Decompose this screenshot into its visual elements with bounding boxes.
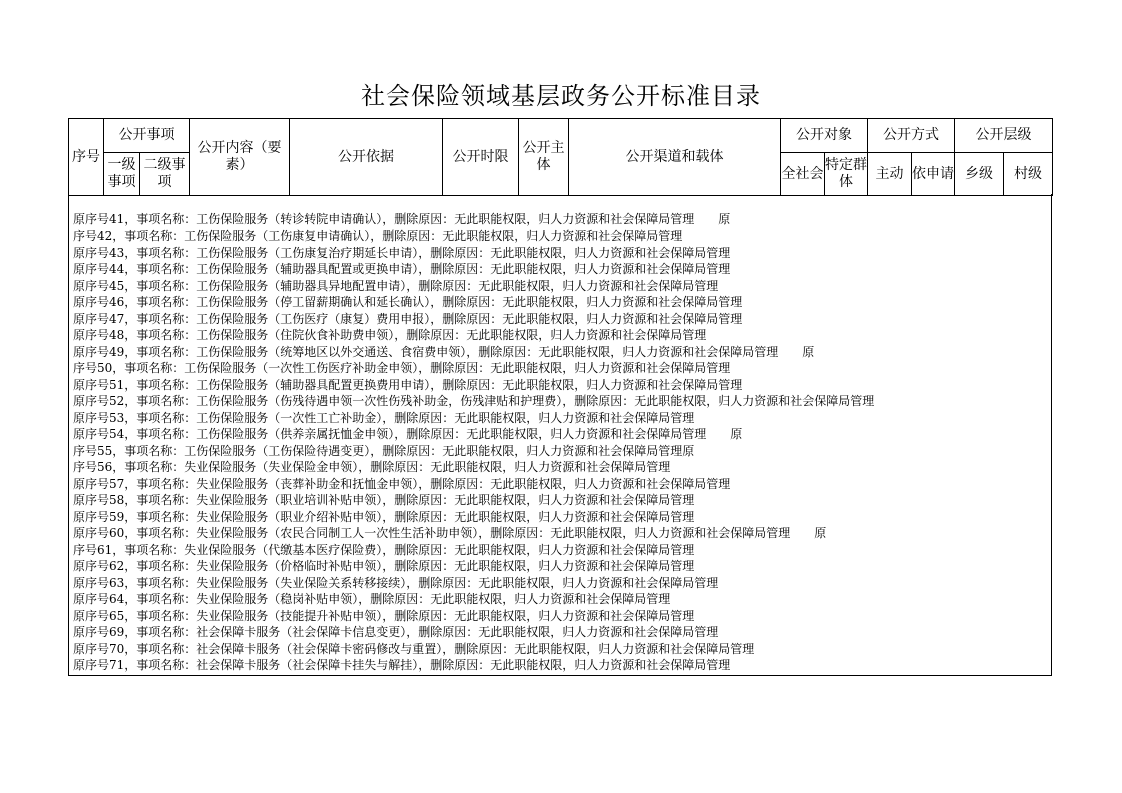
- header-content: 公开内容（要素）: [190, 119, 290, 196]
- note-line: 原序号59，事项名称：失业保险服务（职业介绍补贴申领），删除原因：无此职能权限，归人力资源和社会保障局管理: [73, 510, 695, 524]
- header-target-all: 全社会: [781, 153, 825, 196]
- note-line: 序号42，事项名称：工伤保险服务（工伤康复申请确认），删除原因：无此职能权限，归人力资源和社会保障局管理: [73, 229, 683, 243]
- note-line: 原序号48，事项名称：工伤保险服务（住院伙食补助费申领），删除原因：无此职能权限，归人力资源和社会保障局管理: [73, 328, 707, 342]
- note-line: 原序号53，事项名称：工伤保险服务（一次性工亡补助金），删除原因：无此职能权限，归人力资源和社会保障局管理: [73, 411, 695, 425]
- header-item: 公开事项: [104, 119, 190, 153]
- note-line: 原序号70，事项名称：社会保障卡服务（社会保障卡密码修改与重置），删除原因：无此职能权限，归人力资源和社会保障局管理: [73, 642, 755, 656]
- note-line: 序号61，事项名称：失业保险服务（代缴基本医疗保险费），删除原因：无此职能权限，归人力资源和社会保障局管理: [73, 543, 695, 557]
- header-basis: 公开依据: [290, 119, 443, 196]
- header-level-town: 乡级: [955, 153, 1004, 196]
- page-title: 社会保险领域基层政务公开标准目录: [361, 82, 761, 110]
- header-item-l2: 二级事项: [140, 153, 190, 196]
- note-line: 原序号57，事项名称：失业保险服务（丧葬补助金和抚恤金申领），删除原因：无此职能权限，归人力资源和社会保障局管理: [73, 477, 731, 491]
- note-line: 原序号62，事项名称：失业保险服务（价格临时补贴申领），删除原因：无此职能权限，归人力资源和社会保障局管理: [73, 559, 695, 573]
- note-line: 原序号52，事项名称：工伤保险服务（伤残待遇申领一次性伤残补助金，伤残津贴和护理费），删除原因：无此职能权限，归人力资源和社会保障局管理: [73, 394, 875, 408]
- note-line: 原序号60，事项名称：失业保险服务（农民合同制工人一次性生活补助申领），删除原因：无此职能权限，归人力资源和社会保障局管理 原: [73, 526, 827, 540]
- header-seq: 序号: [69, 119, 104, 196]
- note-line: 原序号44，事项名称：工伤保险服务（辅助器具配置或更换申请），删除原因：无此职能权限，归人力资源和社会保障局管理: [73, 262, 731, 276]
- header-subject: 公开主体: [519, 119, 569, 196]
- note-line: 原序号41，事项名称：工伤保险服务（转诊转院申请确认），删除原因：无此职能权限，归人力资源和社会保障局管理 原: [73, 212, 731, 226]
- header-level-village: 村级: [1004, 153, 1053, 196]
- note-line: 原序号63，事项名称：失业保险服务（失业保险关系转移接续），删除原因：无此职能权限，归人力资源和社会保障局管理: [73, 576, 719, 590]
- note-line: 原序号65，事项名称：失业保险服务（技能提升补贴申领），删除原因：无此职能权限，归人力资源和社会保障局管理: [73, 609, 695, 623]
- note-line: 序号55，事项名称：工伤保险服务（工伤保险待遇变更），删除原因：无此职能权限，归人力资源和社会保障局管理原: [73, 444, 695, 458]
- note-line: 序号50，事项名称：工伤保险服务（一次性工伤医疗补助金申领），删除原因：无此职能权限，归人力资源和社会保障局管理: [73, 361, 731, 375]
- note-line: 原序号64，事项名称：失业保险服务（稳岗补贴申领），删除原因：无此职能权限，归人力资源和社会保障局管理: [73, 592, 671, 606]
- header-method-request: 依申请: [912, 153, 955, 196]
- note-line: 原序号69，事项名称：社会保障卡服务（社会保障卡信息变更），删除原因：无此职能权限，归人力资源和社会保障局管理: [73, 625, 719, 639]
- note-line: 原序号47，事项名称：工伤保险服务（工伤医疗（康复）费用申报），删除原因：无此职能权限，归人力资源和社会保障局管理: [73, 312, 743, 326]
- note-line: 原序号49，事项名称：工伤保险服务（统筹地区以外交通送、食宿费申领），删除原因：无此职能权限，归人力资源和社会保障局管理 原: [73, 345, 815, 359]
- note-line: 原序号51，事项名称：工伤保险服务（辅助器具配置更换费用申请），删除原因：无此职能权限，归人力资源和社会保障局管理: [73, 378, 743, 392]
- header-item-l1: 一级事项: [104, 153, 140, 196]
- header-level: 公开层级: [955, 119, 1053, 153]
- header-method-active: 主动: [868, 153, 912, 196]
- header-target: 公开对象: [781, 119, 868, 153]
- note-line: 原序号45，事项名称：工伤保险服务（辅助器具异地配置申请），删除原因：无此职能权限，归人力资源和社会保障局管理: [73, 279, 719, 293]
- note-line: 序号56，事项名称：失业保险服务（失业保险金申领），删除原因：无此职能权限，归人力资源和社会保障局管理: [73, 460, 671, 474]
- note-line: 原序号46，事项名称：工伤保险服务（停工留薪期确认和延长确认），删除原因：无此职能权限，归人力资源和社会保障局管理: [73, 295, 743, 309]
- header-time-limit: 公开时限: [443, 119, 519, 196]
- note-line: 原序号58，事项名称：失业保险服务（职业培训补贴申领），删除原因：无此职能权限，归人力资源和社会保障局管理: [73, 493, 695, 507]
- note-line: 原序号54，事项名称：工伤保险服务（供养亲属抚恤金申领），删除原因：无此职能权限，归人力资源和社会保障局管理 原: [73, 427, 743, 441]
- header-method: 公开方式: [868, 119, 955, 153]
- note-line: 原序号43，事项名称：工伤保险服务（工伤康复治疗期延长申请），删除原因：无此职能权限，归人力资源和社会保障局管理: [73, 246, 731, 260]
- deletion-notes-box: [68, 194, 1052, 676]
- catalog-header-table: [68, 118, 1053, 196]
- note-line: 原序号71，事项名称：社会保障卡服务（社会保障卡挂失与解挂），删除原因：无此职能权限，归人力资源和社会保障局管理: [73, 658, 731, 672]
- header-channel: 公开渠道和载体: [569, 119, 781, 196]
- header-target-specific: 特定群体: [825, 153, 868, 196]
